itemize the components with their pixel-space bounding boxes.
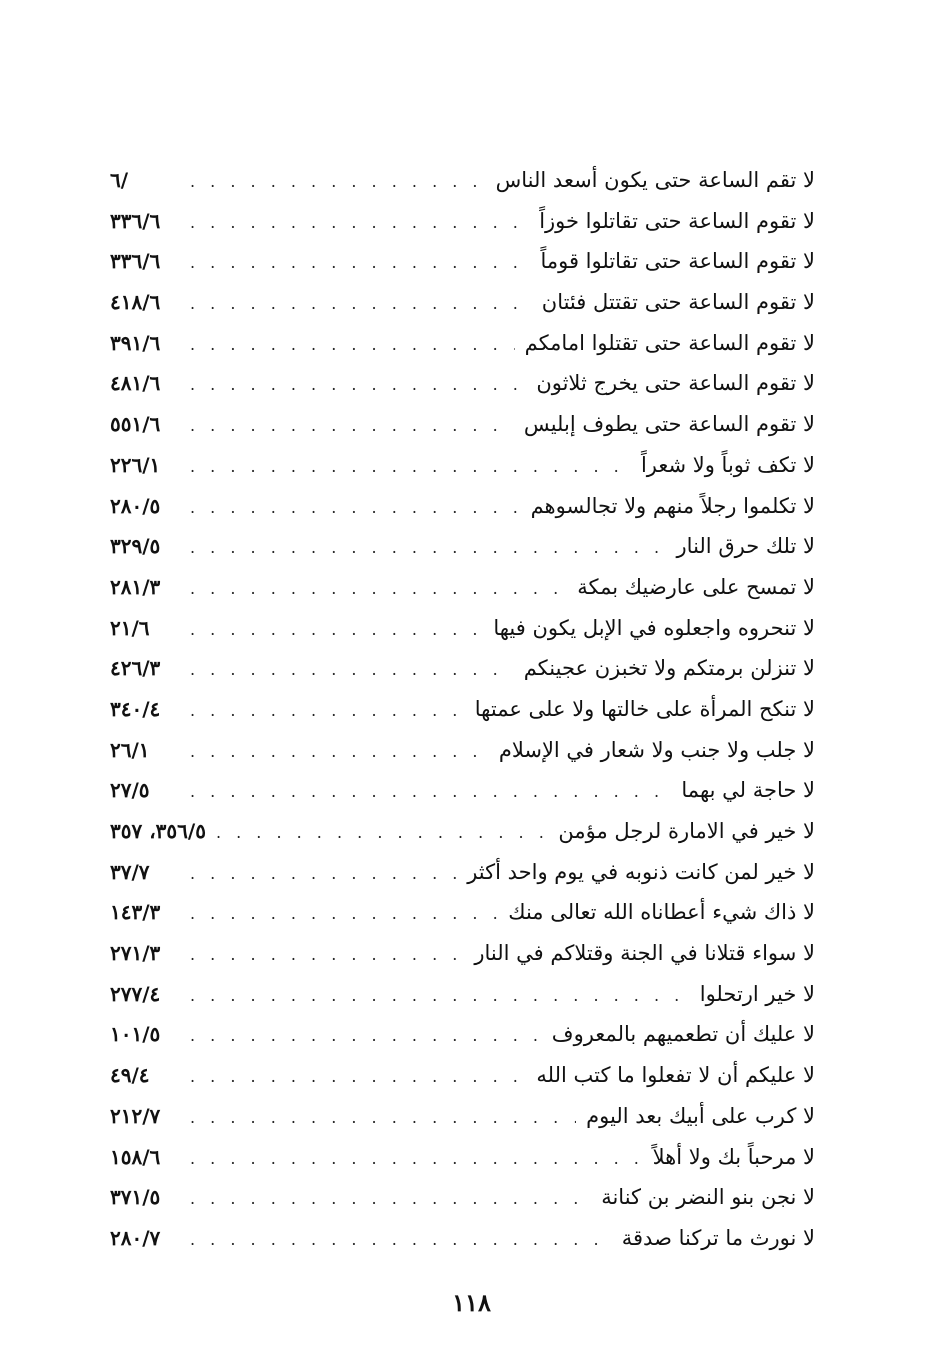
entry-reference: ٢٢٦/١ (110, 452, 161, 477)
entry-text: لا نجن بنو النضر بن كنانة (601, 1185, 815, 1210)
dot-leader (190, 203, 529, 244)
entry-reference: ٢٦/١ (110, 737, 150, 762)
dot-leader (190, 650, 514, 691)
index-entry (110, 1137, 815, 1178)
index-entry (110, 201, 815, 242)
dot-leader (190, 1179, 591, 1220)
entry-text: لا عليكم أن لا تفعلوا ما كتب الله (536, 1063, 815, 1088)
dot-leader (190, 1220, 612, 1261)
entry-text: لا تقم الساعة حتى يكون أسعد الناس (495, 168, 815, 192)
entry-text: لا تنحروه واجعلوه في الإبل يكون فيها (493, 615, 815, 640)
entry-reference: ٢٧١/٣ (110, 941, 161, 966)
index-entry (110, 974, 815, 1015)
page-number: ١١٨ (452, 1288, 491, 1317)
index-entry (110, 363, 815, 404)
dot-leader (190, 894, 498, 935)
index-entry (110, 648, 815, 689)
entry-text: لا تكلموا رجلاً منهم ولا تجالسوهم (530, 493, 815, 518)
dot-leader (190, 447, 631, 488)
entry-text: لا تمسح على عارضيك بمكة (577, 574, 815, 599)
entry-reference: ١٠١/٥ (110, 1022, 161, 1047)
dot-leader (190, 1139, 643, 1180)
dot-leader (190, 976, 690, 1017)
entry-reference: ٤١٨/٦ (110, 290, 161, 315)
entry-reference: ٢١/٦ (110, 615, 150, 640)
dot-leader (190, 1057, 526, 1098)
entry-text: لا خير في الامارة لرجل مؤمن (558, 819, 815, 843)
entry-reference: ٣٥٦/٥، ٣٥٧ (110, 819, 206, 843)
entry-reference: /٦ (110, 168, 129, 192)
index-entry (110, 852, 815, 893)
index-entry (110, 282, 815, 323)
index-entry (110, 567, 815, 608)
dot-leader (190, 610, 483, 651)
entry-reference: ٣٩١/٦ (110, 330, 161, 355)
entry-text: لا تقوم الساعة حتى تقاتلوا قوماً (540, 249, 815, 274)
entry-reference: ٤٢٦/٣ (110, 656, 161, 681)
index-entry (110, 445, 815, 486)
index-entry (110, 241, 815, 282)
dot-leader (190, 732, 489, 773)
entry-reference: ٣٣٦/٦ (110, 249, 161, 274)
dot-leader (190, 569, 567, 610)
entry-text: لا سواء قتلانا في الجنة وقتلاكم في النار (474, 941, 815, 966)
dot-leader (190, 935, 464, 976)
index-entry (110, 892, 815, 933)
index-entry (110, 526, 815, 567)
index-entry (110, 486, 815, 527)
entry-text: لا تقوم الساعة حتى يخرج ثلاثون (536, 371, 815, 396)
dot-leader (216, 813, 548, 854)
dot-leader (190, 284, 532, 325)
entry-text: لا جلب ولا جنب ولا شعار في الإسلام (498, 737, 815, 762)
entry-text: لا نورث ما تركنا صدقة (621, 1225, 815, 1250)
entry-reference: ٣٣٦/٦ (110, 208, 161, 233)
entry-reference: ٢٨٠/٧ (110, 1225, 161, 1250)
entry-reference: ٤٩/٤ (110, 1063, 150, 1088)
index-entry (110, 811, 815, 852)
entry-reference: ٢١٢/٧ (110, 1103, 161, 1128)
entry-reference: ٢٨١/٣ (110, 574, 161, 599)
index-entry (110, 1096, 815, 1137)
entry-text: لا حاجة لي بهما (681, 778, 815, 803)
entry-reference: ١٤٣/٣ (110, 900, 161, 925)
dot-leader (190, 772, 671, 813)
index-entry (110, 160, 815, 201)
entry-text: لا تقوم الساعة حتى تقاتلوا خوزاً (539, 208, 815, 233)
entry-text: لا تكف ثوباً ولا شعراً (640, 452, 815, 477)
index-entry (110, 1177, 815, 1218)
entry-reference: ٤٨١/٦ (110, 371, 161, 396)
entry-reference: ٢٨٠/٥ (110, 493, 161, 518)
entry-reference: ١٥٨/٦ (110, 1144, 161, 1169)
dot-leader (190, 406, 514, 447)
hadith-index-list (110, 160, 815, 1259)
dot-leader (190, 365, 526, 406)
entry-text: لا كرب على أبيك بعد اليوم (586, 1103, 815, 1128)
entry-reference: ٣٢٩/٥ (110, 534, 161, 559)
entry-text: لا عليك أن تطعميهم بالمعروف (551, 1022, 815, 1047)
entry-reference: ٢٧٧/٤ (110, 981, 161, 1006)
entry-text: لا تنكح المرأة على خالتها ولا على عمتها (474, 696, 815, 721)
dot-leader (190, 162, 486, 203)
entry-text: لا مرحباً بك ولا أهلاً (652, 1144, 815, 1169)
dot-leader (190, 325, 515, 366)
entry-text: لا خير لمن كانت ذنوبه في يوم واحد أكثر (467, 859, 815, 884)
entry-reference: ٣٤٠/٤ (110, 696, 161, 721)
entry-text: لا خير ارتحلوا (699, 981, 815, 1006)
entry-text: لا تنزلن برمتكم ولا تخبزن عجينكم (523, 656, 815, 681)
index-entry (110, 404, 815, 445)
entry-reference: ٣٧/٧ (110, 859, 150, 884)
entry-reference: ٣٧١/٥ (110, 1185, 161, 1210)
index-entry (110, 323, 815, 364)
index-entry (110, 730, 815, 771)
entry-text: لا تقوم الساعة حتى يطوف إبليس (523, 412, 815, 437)
dot-leader (190, 1016, 542, 1057)
dot-leader (190, 854, 457, 895)
entry-text: لا تقوم الساعة حتى تقتتل فئتان (541, 290, 815, 315)
entry-reference: ٢٧/٥ (110, 778, 150, 803)
dot-leader (190, 691, 465, 732)
entry-text: لا تقوم الساعة حتى تقتلوا امامكم (524, 330, 815, 355)
index-entry (110, 1055, 815, 1096)
dot-leader (190, 1098, 576, 1139)
entry-reference: ٥٥١/٦ (110, 412, 161, 437)
dot-leader (190, 488, 521, 529)
dot-leader (190, 243, 530, 284)
index-entry (110, 1014, 815, 1055)
entry-text: لا تلك حرق النار (676, 534, 815, 559)
index-entry (110, 689, 815, 730)
index-entry (110, 770, 815, 811)
dot-leader (190, 528, 667, 569)
entry-text: لا ذاك شيء أعطاناه الله تعالى منك (508, 900, 815, 925)
index-entry (110, 933, 815, 974)
index-entry (110, 608, 815, 649)
index-entry (110, 1218, 815, 1259)
